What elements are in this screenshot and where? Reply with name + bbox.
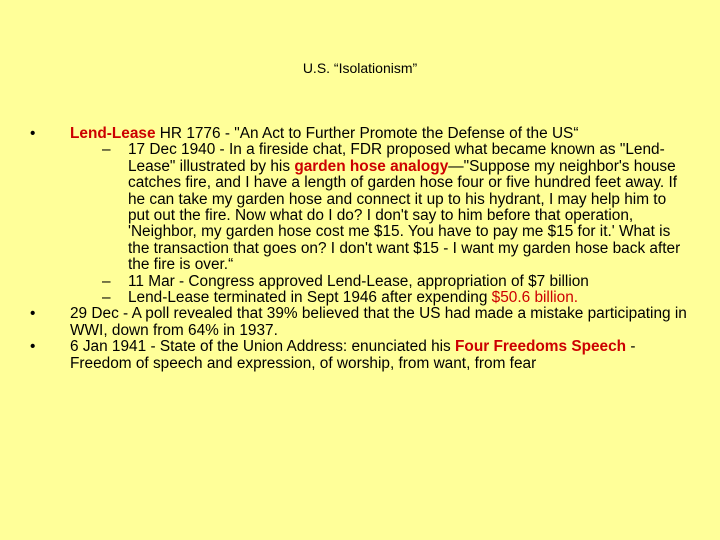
garden-hose-analogy: garden hose analogy: [294, 157, 449, 175]
poll-text: 29 Dec - A poll revealed that 39% believed that the US had made a mistake participating in WWI, down from 64% in 1937.: [70, 305, 687, 339]
approved-text: 11 Mar - Congress approved Lend-Lease, appropriation of $7 billion: [128, 272, 589, 290]
sub-bullet-fireside-chat: [30, 142, 690, 273]
terminated-amount: $50.6 billion.: [491, 289, 579, 307]
slide-body: [30, 126, 690, 372]
bullet-marker: •: [30, 125, 36, 142]
fireside-text-post: —"Suppose my neighbor's house catches fire, and I have a length of garden hose four or five hundred feet away. If he can take my garden hose and connect it up to his hydrant, I may help him to put out the fire. Now what do I do? I don't say to him before that operation, 'Neighbor, my garden hose cost me $15. You have to pay me $15 for it.' What is the transaction that goes on? I don't want $15 - I want my garden hose back after the fire is over.“: [128, 157, 681, 274]
lend-lease-text: HR 1776 - "An Act to Further Promote the Defense of the US“: [155, 125, 579, 142]
sub-bullet-marker: –: [102, 141, 111, 159]
union-text-post: - Freedom of speech and expression, of worship, from want, from fear: [70, 338, 636, 372]
sub-bullet-marker: –: [102, 272, 111, 290]
sub-bullet-approved: [30, 274, 690, 290]
terminated-text: Lend-Lease terminated in Sept 1946 after expending: [128, 289, 492, 307]
fireside-text-pre: 17 Dec 1940 - In a fireside chat, FDR proposed what became known as "Lend-Lease" illustrated by his: [128, 141, 665, 175]
sub-bullet-marker: –: [102, 289, 111, 307]
bullet-marker: •: [30, 338, 36, 356]
four-freedoms-speech: Four Freedoms Speech: [455, 338, 627, 356]
sub-bullet-terminated: [30, 290, 690, 306]
bullet-marker: •: [30, 305, 36, 323]
slide-title: U.S. “Isolationism”: [302, 60, 418, 76]
lend-lease-term: Lend-Lease: [70, 125, 156, 142]
union-text-pre: 6 Jan 1941 - State of the Union Address: enunciated his: [70, 338, 456, 356]
bullet-lend-lease: [30, 126, 690, 142]
bullet-poll: [30, 306, 690, 339]
bullet-state-of-union: [30, 339, 690, 372]
